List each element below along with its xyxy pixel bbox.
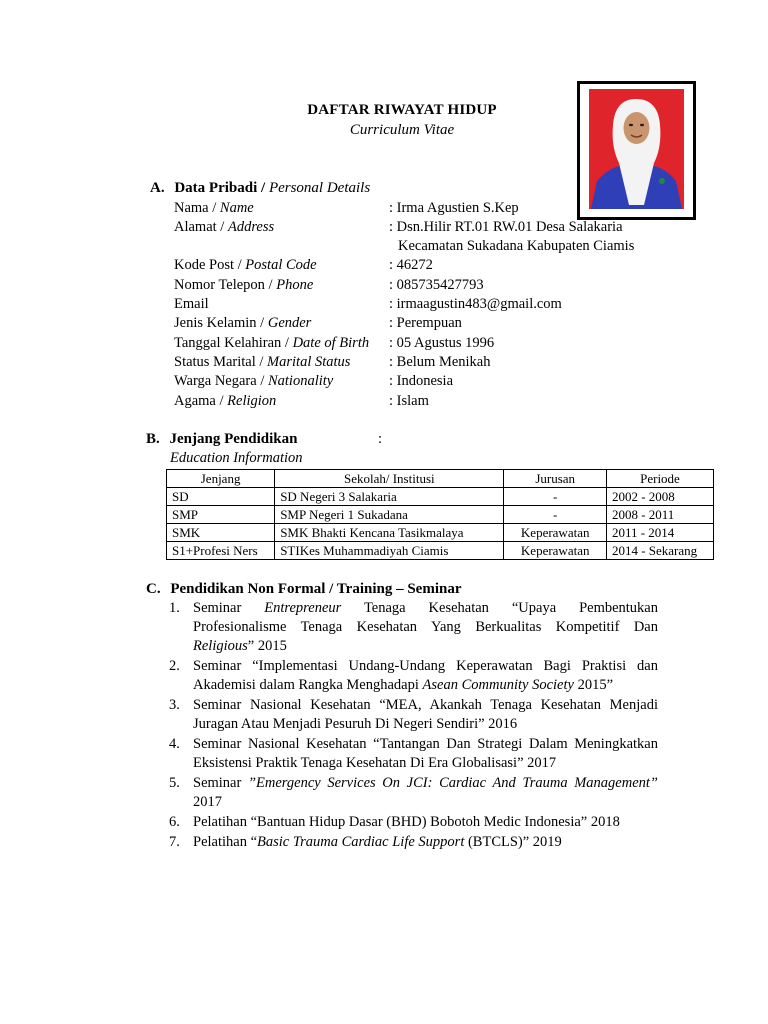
portrait-illustration (589, 89, 684, 209)
column-header: Sekolah/ Institusi (275, 470, 504, 488)
label-phone: Nomor Telepon / Phone (174, 277, 314, 293)
education-table (166, 469, 714, 560)
column-header: Jurusan (504, 470, 607, 488)
section-training-heading (146, 581, 462, 598)
list-item: 2. Seminar “Implementasi Undang-Undang Keperawatan Bagi Praktisi dan Akademisi dalam Rangka Menghadapi Asean Community Society 2015” (169, 658, 658, 693)
list-item: 3. Seminar Nasional Kesehatan “MEA, Akankah Tenaga Kesehatan Menjadi Juragan Atau Menjadi Pesuruh Di Negeri Sendiri” 2016 (169, 697, 658, 732)
list-item: 1. Seminar Entrepreneur Tenaga Kesehatan “Upaya Pembentukan Profesionalisme Tenaga Kesehatan Yang Berkualitas Kompetitif Dan Religious” 2015 (169, 600, 658, 654)
value-postal-code: : 46272 (389, 257, 433, 273)
list-item: 4. Seminar Nasional Kesehatan “Tantangan Dan Strategi Dalam Meningkatkan Eksistensi Praktik Tenaga Kesehatan Di Era Globalisasi” 2017 (169, 736, 658, 771)
value-gender: : Perempuan (389, 315, 462, 331)
document-subtitle: Curriculum Vitae (349, 122, 455, 138)
table-cell: SMK (167, 524, 275, 542)
section-title-en: Personal Details (268, 180, 371, 196)
table-cell: 2011 - 2014 (606, 524, 713, 542)
section-title: Jenjang Pendidikan (169, 431, 298, 447)
table-cell: SMK Bhakti Kencana Tasikmalaya (275, 524, 504, 542)
table-cell: - (504, 506, 607, 524)
profile-photo (577, 81, 696, 220)
table-cell: SD (167, 488, 275, 506)
value-marital-status: : Belum Menikah (389, 354, 491, 370)
value-religion: : Islam (389, 393, 429, 409)
label-marital-status: Status Marital / Marital Status (174, 354, 351, 370)
list-item: 5. Seminar ”Emergency Services On JCI: Cardiac And Trauma Management” 2017 (169, 775, 658, 810)
label-religion: Agama / Religion (174, 393, 277, 409)
label-address: Alamat / Address (174, 219, 275, 235)
label-email: Email (174, 296, 209, 312)
label-gender: Jenis Kelamin / Gender (174, 315, 312, 331)
section-marker: A. (150, 180, 165, 196)
value-address-line2: Kecamatan Sukadana Kabupaten Ciamis (398, 238, 635, 254)
document-title: DAFTAR RIWAYAT HIDUP (307, 102, 497, 118)
value-name: : Irma Agustien S.Kep (389, 200, 519, 216)
column-header: Periode (606, 470, 713, 488)
training-list (169, 599, 658, 853)
value-phone: : 085735427793 (389, 277, 484, 293)
table-row (167, 506, 714, 524)
table-cell: 2008 - 2011 (606, 506, 713, 524)
table-header-row (167, 470, 714, 488)
table-cell: 2002 - 2008 (606, 488, 713, 506)
table-cell: SMP Negeri 1 Sukadana (275, 506, 504, 524)
photo-portrait (589, 89, 684, 209)
table-cell: SMP (167, 506, 275, 524)
section-title: Data Pribadi / (174, 180, 269, 196)
table-row (167, 488, 714, 506)
table-row (167, 524, 714, 542)
list-item: 6. Pelatihan “Bantuan Hidup Dasar (BHD) Bobotoh Medic Indonesia” 2018 (169, 814, 620, 830)
label-nationality: Warga Negara / Nationality (174, 373, 334, 389)
table-cell: STIKes Muhammadiyah Ciamis (275, 542, 504, 560)
table-cell: S1+Profesi Ners (167, 542, 275, 560)
label-postal-code: Kode Post / Postal Code (174, 257, 317, 273)
table-cell: Keperawatan (504, 542, 607, 560)
table-cell: - (504, 488, 607, 506)
table-row (167, 542, 714, 560)
table-cell: 2014 - Sekarang (606, 542, 713, 560)
column-header: Jenjang (167, 470, 275, 488)
value-nationality: : Indonesia (389, 373, 454, 389)
table-cell: SD Negeri 3 Salakaria (275, 488, 504, 506)
value-email: : irmaagustin483@gmail.com (389, 296, 562, 312)
section-education-heading (146, 431, 297, 448)
section-personal-heading (150, 180, 370, 197)
section-education-subtitle: Education Information (170, 450, 303, 466)
section-title: Pendidikan Non Formal / Training – Seminar (170, 581, 462, 597)
table-cell: Keperawatan (504, 524, 607, 542)
section-marker: B. (146, 431, 160, 447)
label-name: Nama / Name (174, 200, 254, 216)
section-marker: C. (146, 581, 161, 597)
value-date-of-birth: : 05 Agustus 1996 (389, 335, 495, 351)
value-address: : Dsn.Hilir RT.01 RW.01 Desa Salakaria (389, 219, 623, 235)
list-item: 7. Pelatihan “Basic Trauma Cardiac Life Support (BTCLS)” 2019 (169, 834, 562, 850)
label-date-of-birth: Tanggal Kelahiran / Date of Birth (174, 335, 370, 351)
section-education-colon: : (378, 431, 383, 447)
